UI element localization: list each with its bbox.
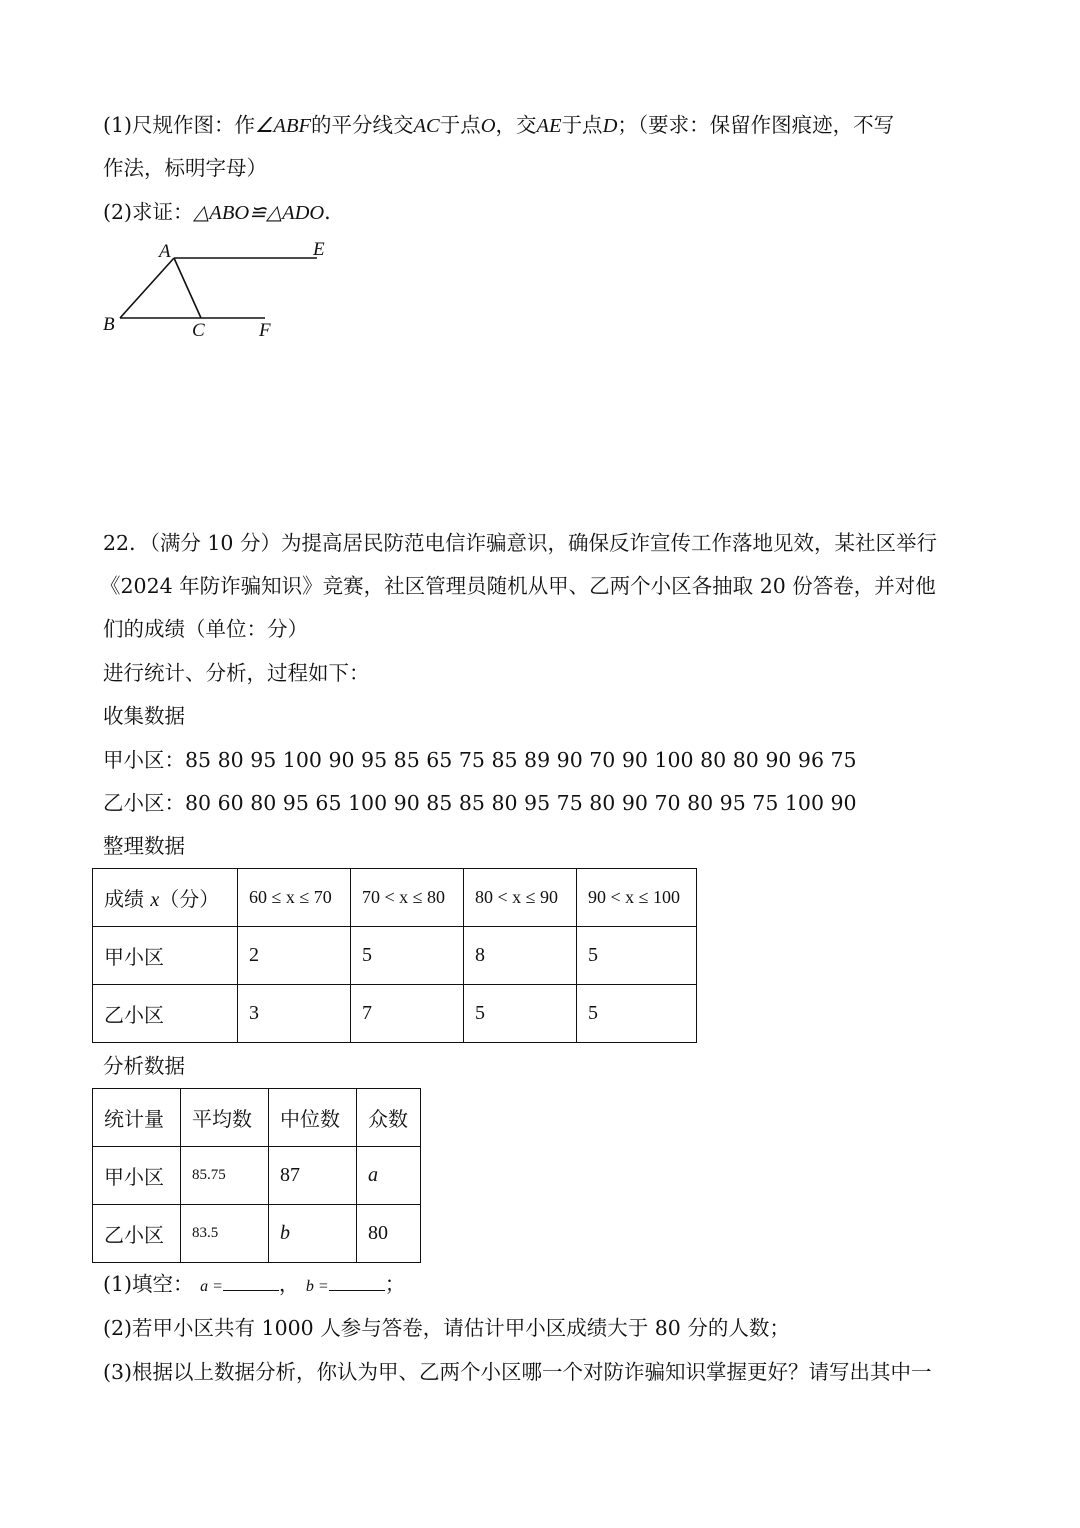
- range-header: 60 ≤ x ≤ 70: [238, 869, 351, 927]
- range-header: 90 < x ≤ 100: [577, 869, 697, 927]
- table-cell: 7: [351, 985, 464, 1043]
- label-c: C: [192, 320, 205, 341]
- median-cell: 87: [269, 1147, 357, 1205]
- row-label: 乙小区: [93, 1205, 181, 1263]
- table-row: [93, 1089, 421, 1147]
- table-cell: 5: [351, 927, 464, 985]
- angle-abf: ∠ABF: [255, 115, 311, 137]
- q22-part2: (2)若甲小区共有 1000 人参与答卷，请估计甲小区成绩大于 80 分的人数；: [103, 1316, 790, 1340]
- q22-part1: (1)填空： a = ， b = ；: [103, 1272, 406, 1296]
- answer-blank-a[interactable]: [223, 1272, 279, 1291]
- label-b: B: [103, 314, 115, 335]
- table-header: 众数: [357, 1089, 421, 1147]
- q21-part1-line1: (1)尺规作图：作∠ABF的平分线交AC于点O，交AE于点D；（要求：保留作图痕迹，不写: [103, 113, 895, 137]
- answer-blank-b[interactable]: [329, 1272, 385, 1291]
- row-label: 乙小区: [93, 985, 238, 1043]
- table-cell: 5: [464, 985, 577, 1043]
- table-cell: 2: [238, 927, 351, 985]
- label-a: A: [159, 241, 171, 262]
- label-f: F: [259, 320, 271, 341]
- segment-ac: [174, 258, 201, 318]
- table-cell: 5: [577, 985, 697, 1043]
- jia-data: 甲小区：85 80 95 100 90 95 85 65 75 85 89 90 70 90 100 80 80 90 96 75: [103, 748, 857, 772]
- mode-cell: a: [357, 1147, 421, 1205]
- table-row: [93, 869, 697, 927]
- mean-cell: 85.75: [181, 1147, 269, 1205]
- q22-intro-line2: 《2024 年防诈骗知识》竞赛，社区管理员随机从甲、乙两个小区各抽取 20 份答卷，并对他: [100, 574, 936, 598]
- label-e: E: [313, 239, 325, 260]
- q21-part2: (2)求证：△ABO≌△ADO．: [103, 200, 345, 224]
- table-row: [93, 985, 697, 1043]
- statistics-table: [92, 1088, 421, 1263]
- median-cell: b: [269, 1205, 357, 1263]
- table-row: [93, 927, 697, 985]
- q22-part3: (3)根据以上数据分析，你认为甲、乙两个小区哪一个对防诈骗知识掌握更好？请写出其中一: [103, 1360, 932, 1384]
- collect-title: 收集数据: [103, 704, 185, 728]
- organize-title: 整理数据: [103, 834, 185, 858]
- table-row: [93, 1205, 421, 1263]
- row-label: 甲小区: [93, 1147, 181, 1205]
- table-row: [93, 1147, 421, 1205]
- q21-part1-line2: 作法，标明字母）: [103, 156, 267, 180]
- table-cell: 8: [464, 927, 577, 985]
- row-label: 甲小区: [93, 927, 238, 985]
- yi-data: 乙小区：80 60 80 95 65 100 90 85 85 80 95 75 80 90 70 80 95 75 100 90: [103, 791, 857, 815]
- table-header: 中位数: [269, 1089, 357, 1147]
- q22-intro-line1: 22．（满分 10 分）为提高居民防范电信诈骗意识，确保反诈宣传工作落地见效，某社区举行: [103, 531, 937, 555]
- segment-ab: [120, 258, 174, 318]
- frequency-table: [92, 868, 697, 1043]
- analyze-title: 分析数据: [103, 1054, 185, 1078]
- table-cell: 5: [577, 927, 697, 985]
- table-header: 平均数: [181, 1089, 269, 1147]
- table-cell: 3: [238, 985, 351, 1043]
- mean-cell: 83.5: [181, 1205, 269, 1263]
- q22-intro-line4: 进行统计、分析，过程如下：: [103, 661, 370, 685]
- q22-intro-line3: 们的成绩（单位：分）: [103, 617, 308, 641]
- table-header: 统计量: [93, 1089, 181, 1147]
- range-header: 80 < x ≤ 90: [464, 869, 577, 927]
- geometry-figure: [95, 232, 355, 352]
- range-header: 70 < x ≤ 80: [351, 869, 464, 927]
- table-header: 成绩 x（分）: [93, 869, 238, 927]
- mode-cell: 80: [357, 1205, 421, 1263]
